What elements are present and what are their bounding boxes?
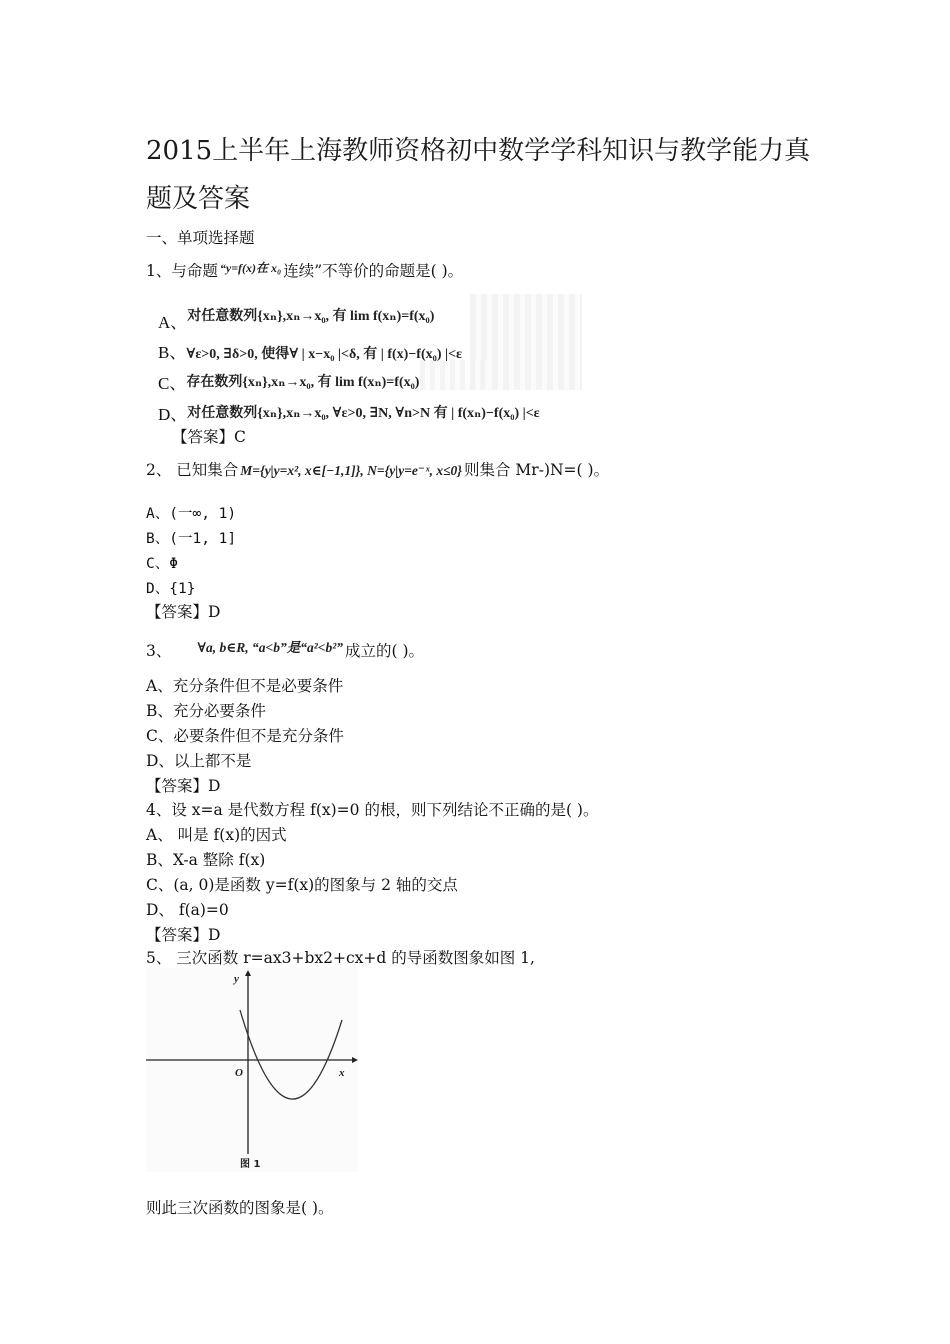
section-heading: 一、单项选择题: [146, 229, 255, 247]
q1-formula: “y=f(x)在 x₀: [219, 261, 282, 275]
q2-stem: [146, 460, 609, 481]
q3-stem: [146, 638, 424, 661]
q3-option-c: C、必要条件但不是充分条件: [146, 727, 344, 745]
q3-prefix: 3、: [146, 642, 172, 660]
q1-option-a: A、对任意数列{xₙ},xₙ→x₀, 有 lim f(xₙ)=f(x₀): [158, 309, 435, 332]
q2-option-d: D、{1}: [146, 581, 196, 597]
q4-option-b: B、X-a 整除 f(x): [146, 851, 266, 869]
q2-option-a: A、(一∞, 1): [146, 506, 237, 522]
q1-answer: 【答案】C: [172, 428, 246, 446]
q3-formula: ∀a, b∈R, “a<b”是“a²<b²”: [197, 640, 344, 655]
q1-suffix: 连续”不等价的命题是( )。: [283, 262, 464, 280]
derivative-graph: [146, 968, 358, 1172]
q4-stem: 4、设 x=a 是代数方程 f(x)=0 的根，则下列结论不正确的是( )。: [146, 801, 599, 819]
origin-label: O: [235, 1067, 243, 1079]
q2-answer: 【答案】D: [146, 603, 221, 621]
doc-title-line2: 题及答案: [146, 184, 251, 214]
q5-stem: 5、 三次函数 r=ax3+bx2+cx+d 的导函数图象如图 1,: [146, 949, 535, 967]
q1-option-b: B、∀ε>0, ∃δ>0, 使得∀ | x−x₀ |<δ, 有 | f(x)−f(x₀) |<ε: [158, 343, 463, 362]
q4-option-d: D、 f(a)=0: [146, 901, 229, 919]
q4-option-c: C、(a, 0)是函数 y=f(x)的图象与 2 轴的交点: [146, 876, 458, 894]
q3-option-b: B、充分必要条件: [146, 702, 266, 720]
q1-option-c: C、存在数列{xₙ},xₙ→x₀, 有 lim f(xₙ)=f(x₀): [158, 374, 420, 393]
y-axis-label: y: [234, 973, 239, 985]
q3-suffix: 成立的( )。: [345, 642, 425, 660]
q5-after-figure: 则此三次函数的图象是( )。: [146, 1199, 334, 1217]
q2-suffix: 则集合 Mr-)N=( )。: [464, 461, 610, 479]
q3-answer: 【答案】D: [146, 777, 221, 795]
figure-background: [146, 968, 358, 1172]
q3-option-d: D、以上都不是: [146, 752, 252, 770]
q4-answer: 【答案】D: [146, 926, 221, 944]
q2-option-b: B、(一1, 1]: [146, 531, 237, 547]
q2-formula: M={y|y=x², x∈[−1,1]}, N={y|y=e⁻ˣ, x≤0}: [240, 463, 462, 478]
doc-title-line1: 2015上半年上海教师资格初中数学学科知识与教学能力真: [146, 136, 811, 166]
q1-stem: [146, 258, 463, 281]
q2-option-c: C、Φ: [146, 556, 178, 572]
scan-noise: [420, 360, 490, 390]
q3-option-a: A、充分条件但不是必要条件: [146, 677, 344, 695]
q1-option-d: D、对任意数列{xₙ},xₙ→x₀, ∀ε>0, ∃N, ∀n>N 有 | f(xₙ)−f(x₀) |<ε: [158, 405, 540, 424]
figure-1: [146, 968, 358, 1172]
q1-prefix: 1、与命题: [146, 262, 218, 280]
figure-caption: 图 1: [240, 1159, 261, 1170]
q4-option-a: A、 叫是 f(x)的因式: [146, 826, 287, 844]
q2-prefix: 2、 已知集合: [146, 461, 239, 479]
x-axis-label: x: [339, 1067, 345, 1079]
